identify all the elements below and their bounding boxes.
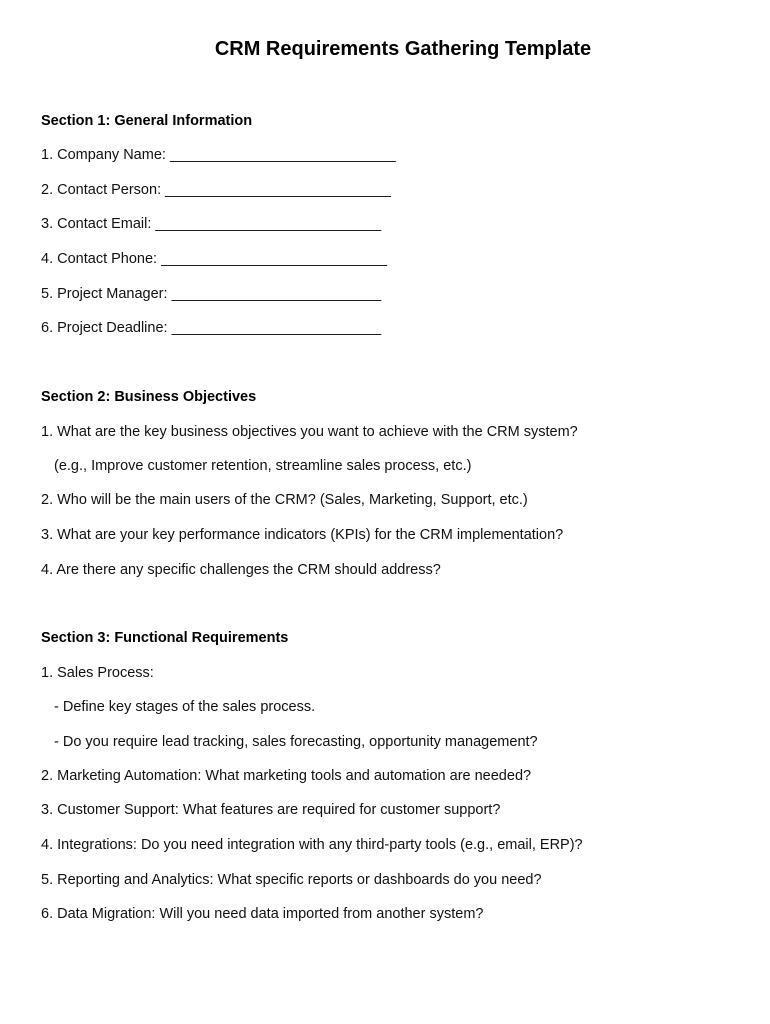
section-2-heading: Section 2: Business Objectives (41, 389, 257, 405)
section-1-heading: Section 1: General Information (41, 113, 253, 129)
requirement-integrations: 4. Integrations: Do you need integration with any third-party tools (e.g., email, ERP)? (41, 837, 583, 853)
document-title: CRM Requirements Gathering Template (214, 38, 592, 60)
question-kpis: 3. What are your key performance indicators (KPIs) for the CRM implementation? (41, 527, 564, 543)
requirement-reporting: 5. Reporting and Analytics: What specific reports or dashboards do you need? (41, 872, 542, 888)
requirement-data-migration: 6. Data Migration: Will you need data imported from another system? (41, 906, 484, 922)
requirement-customer-support: 3. Customer Support: What features are required for customer support? (41, 802, 501, 818)
requirement-sales-stages: - Define key stages of the sales process. (54, 699, 316, 715)
question-example-note: (e.g., Improve customer retention, streamline sales process, etc.) (54, 458, 472, 474)
requirement-sales-process: 1. Sales Process: (41, 665, 154, 681)
section-3-heading: Section 3: Functional Requirements (41, 630, 289, 646)
field-project-manager: 5. Project Manager: __________________________ (41, 286, 382, 302)
requirement-lead-tracking: - Do you require lead tracking, sales forecasting, opportunity management? (54, 734, 538, 750)
requirement-marketing-automation: 2. Marketing Automation: What marketing tools and automation are needed? (41, 768, 532, 784)
field-contact-phone: 4. Contact Phone: ____________________________ (41, 251, 387, 267)
question-main-users: 2. Who will be the main users of the CRM? (Sales, Marketing, Support, etc.) (41, 492, 528, 508)
field-contact-email: 3. Contact Email: ____________________________ (41, 216, 382, 232)
field-contact-person: 2. Contact Person: ____________________________ (41, 182, 391, 198)
question-business-objectives: 1. What are the key business objectives you want to achieve with the CRM system? (41, 424, 578, 440)
field-company-name: 1. Company Name: ____________________________ (41, 147, 396, 163)
field-project-deadline: 6. Project Deadline: __________________________ (41, 320, 382, 336)
question-challenges: 4. Are there any specific challenges the CRM should address? (41, 562, 441, 578)
